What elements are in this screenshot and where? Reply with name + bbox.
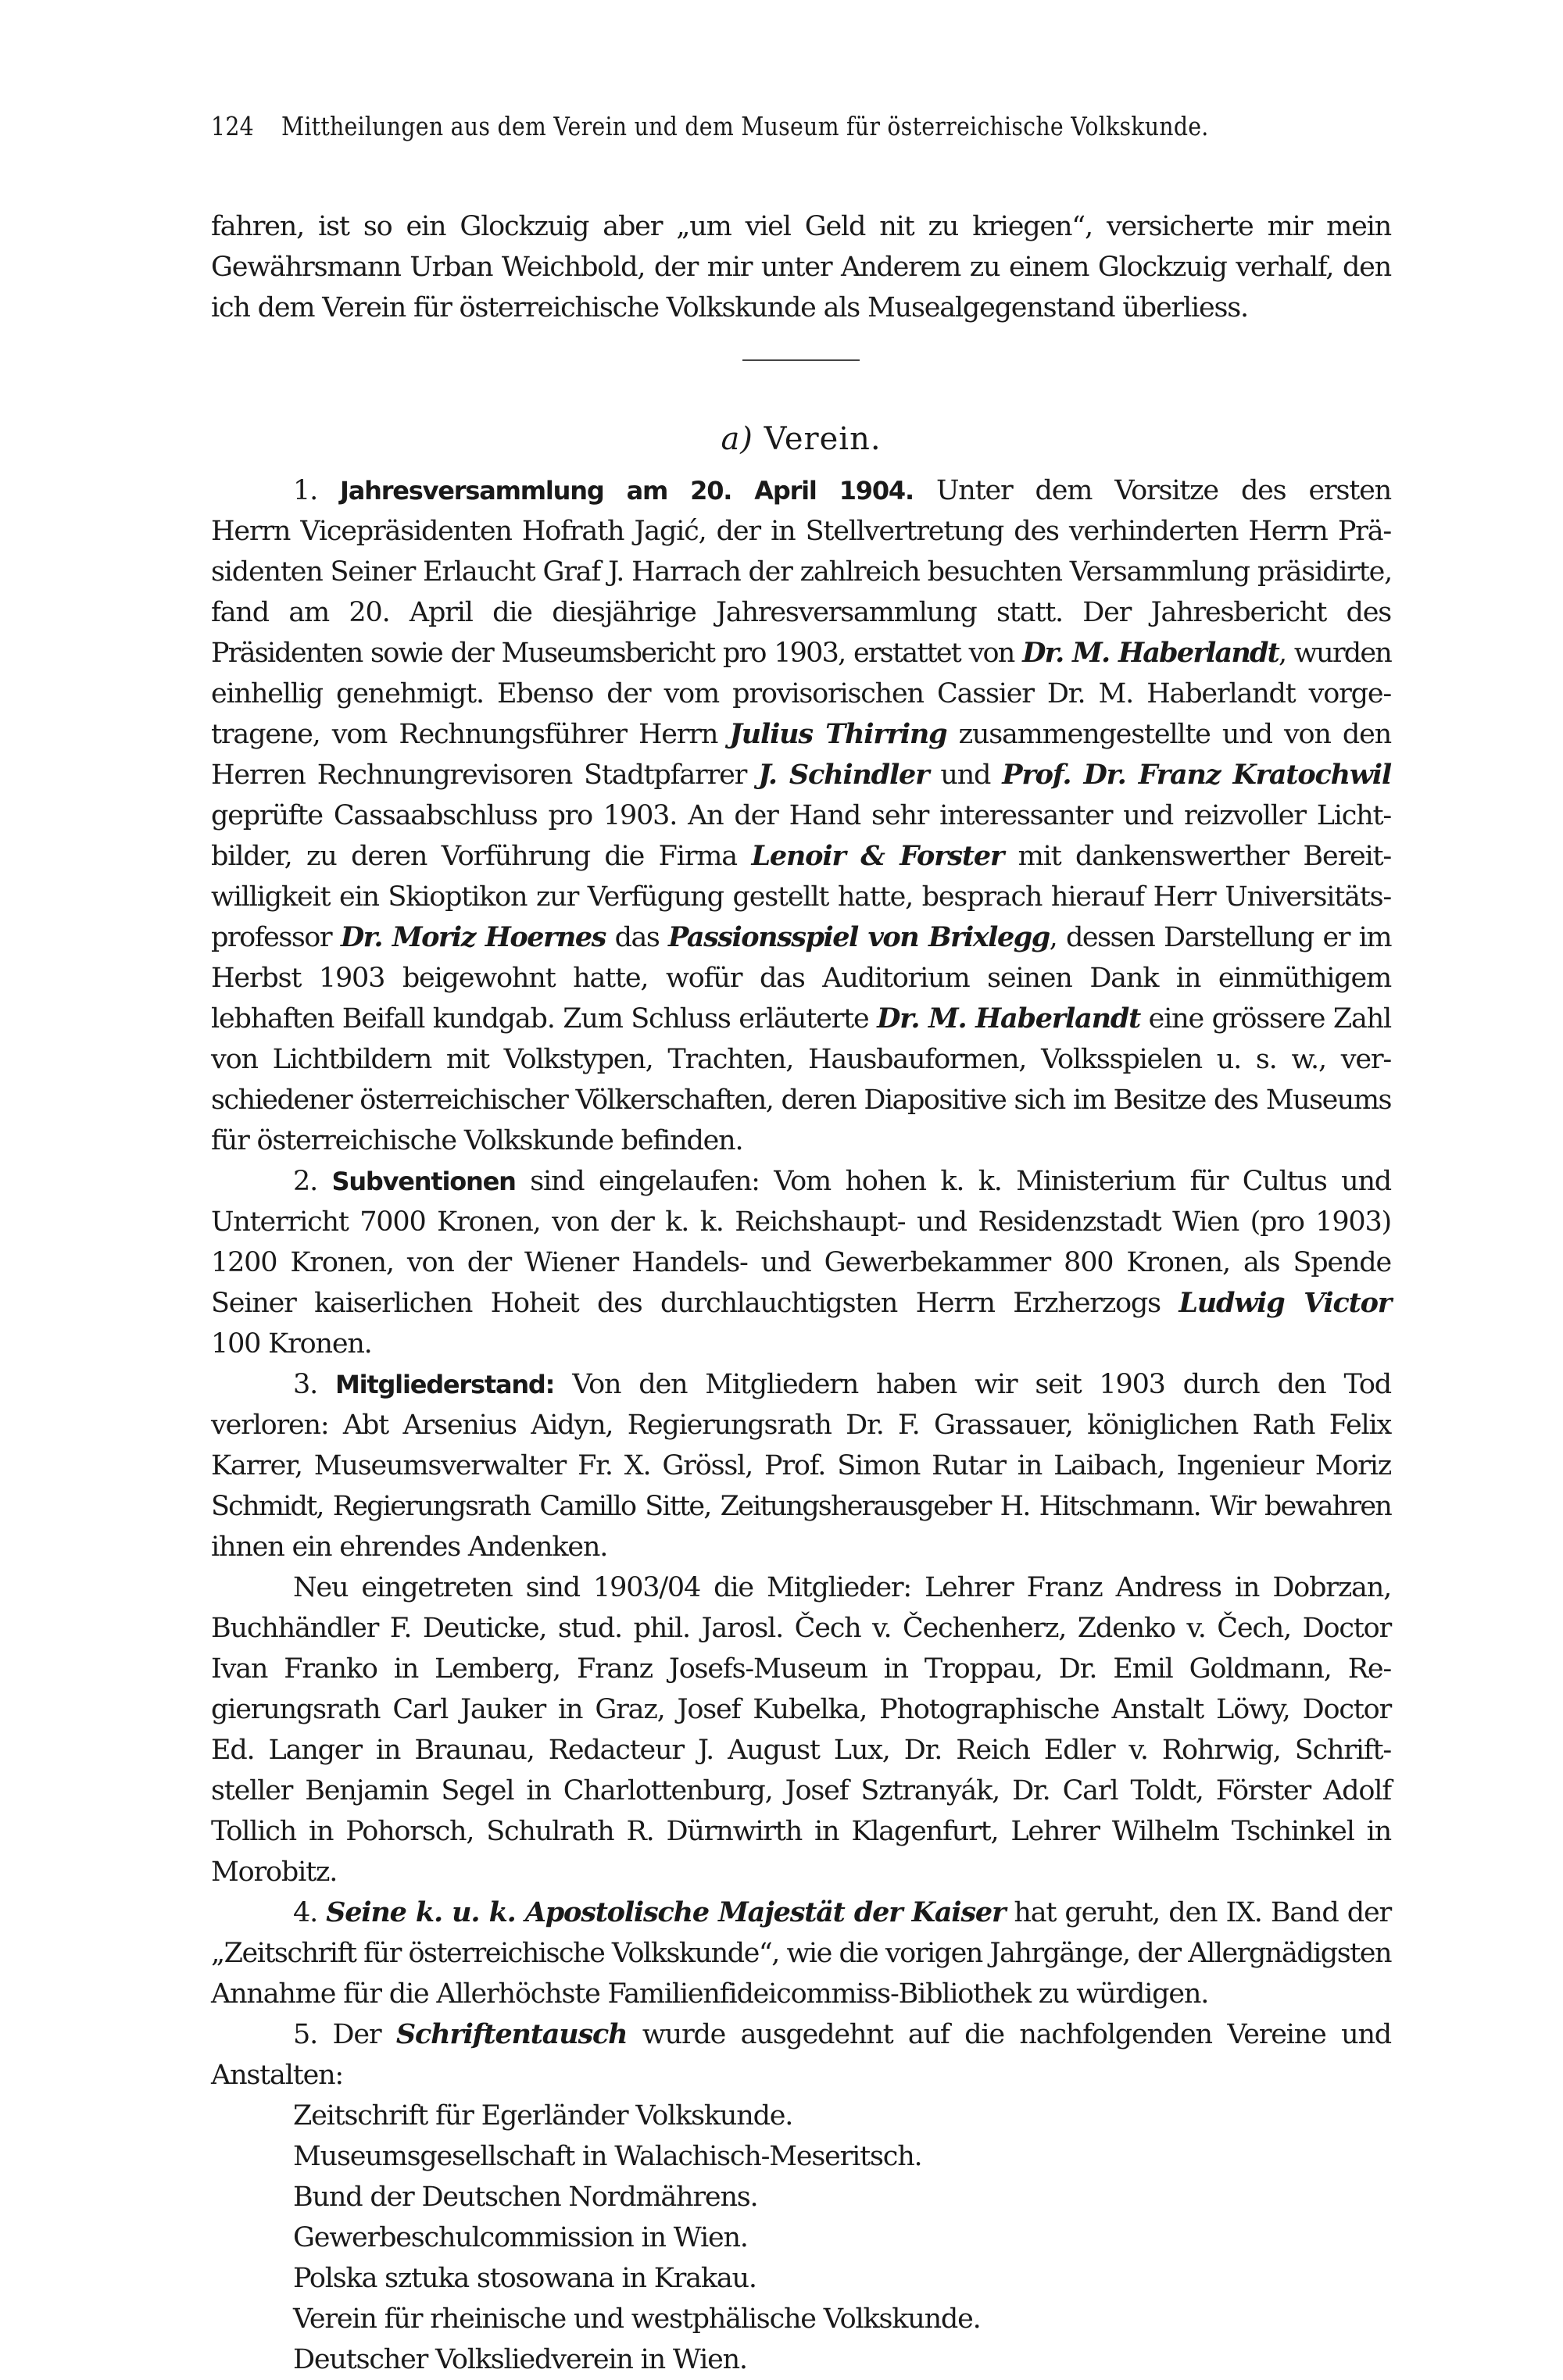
item-number: 4. — [293, 1897, 317, 1928]
text-line — [211, 755, 1391, 795]
text-span: das — [605, 922, 669, 953]
text-line: Gewährsmann Urban Weichbold, der mir unter Anderem zu einem Glockzuig verhalf, den — [211, 252, 1391, 283]
intro-paragraph — [211, 206, 1391, 328]
person-name: Dr. Moriz Hoernes — [340, 921, 606, 953]
text-span: Unter dem Vorsitze des ersten — [935, 475, 1391, 506]
text-span: hat geruht, den IX. Band der — [1005, 1897, 1391, 1928]
text-span: wurde ausgedehnt auf die nachfolgenden Vereine und — [627, 2019, 1391, 2050]
body-text — [211, 206, 1391, 2380]
text-line — [211, 2014, 1391, 2055]
text-line — [211, 714, 1391, 755]
list-item: Bund der Deutschen Nordmährens. — [293, 2182, 758, 2213]
text-span: , dessen Darstellung er im — [1049, 922, 1392, 953]
text-line: sidenten Seiner Erlaucht Graf J. Harrach der zahlreich besuchten Versammlung präsidirte, — [211, 556, 1393, 588]
text-line: gierungsrath Carl Jauker in Graz, Josef Kubelka, Photographische Anstalt Löwy, Doctor — [211, 1694, 1391, 1725]
text-line — [211, 1283, 1391, 1324]
item-heading: Seine k. u. k. Apostolische Majestät der Kaiser — [326, 1896, 1006, 1928]
text-line: Tollich in Pohorsch, Schulrath R. Dürnwirth in Klagenfurt, Lehrer Wilhelm Tschinkel in — [211, 1816, 1391, 1847]
new-members-paragraph — [211, 1567, 1391, 1892]
company-name: Lenoir & Forster — [751, 840, 1004, 872]
text-span: Präsidenten sowie der Museumsbericht pro 1903, erstattet von — [211, 638, 1023, 669]
item-heading: Subventionen — [331, 1167, 516, 1196]
text-line: Unterricht 7000 Kronen, von der k. k. Reichshaupt- und Residenzstadt Wien (pro 1903) — [211, 1206, 1391, 1238]
text-line: von Lichtbildern mit Volkstypen, Trachten, Hausbauformen, Volksspielen u. s. w., ver- — [211, 1044, 1391, 1075]
item-1-paragraph — [211, 470, 1391, 1161]
text-line: ich dem Verein für österreichische Volkskunde als Musealgegenstand überliess. — [211, 292, 1248, 323]
text-line: Ed. Langer in Braunau, Redacteur J. August Lux, Dr. Reich Edler v. Rohrwig, Schrift- — [211, 1735, 1391, 1766]
text-line — [211, 633, 1391, 674]
text-line — [211, 1364, 1391, 1405]
text-line: Karrer, Museumsverwalter Fr. X. Grössl, Prof. Simon Rutar in Laibach, Ingenieur Moriz — [211, 1450, 1391, 1481]
list-item: Gewerbeschulcommission in Wien. — [293, 2222, 748, 2253]
text-line — [211, 999, 1391, 1039]
person-name: Ludwig Victor — [1179, 1287, 1391, 1319]
text-line: Anstalten: — [211, 2060, 344, 2091]
text-line: steller Benjamin Segel in Charlottenburg, Josef Sztranyák, Dr. Carl Toldt, Förster Adolf — [211, 1775, 1391, 1806]
item-number: 3. — [293, 1369, 317, 1400]
text-line — [211, 917, 1391, 958]
text-line: 1200 Kronen, von der Wiener Handels- und Gewerbekammer 800 Kronen, als Spende — [211, 1247, 1391, 1278]
text-line: einhellig genehmigt. Ebenso der vom provisorischen Cassier Dr. M. Haberlandt vorge- — [211, 678, 1391, 709]
text-span: lebhaften Beifall kundgab. Zum Schluss erläuterte — [211, 1003, 878, 1035]
section-heading — [211, 416, 1391, 463]
text-span: bilder, zu deren Vorführung die Firma — [211, 841, 752, 872]
text-line: verloren: Abt Arsenius Aidyn, Regierungsrath Dr. F. Grassauer, königlichen Rath Felix — [211, 1410, 1391, 1441]
text-span: eine grössere Zahl — [1140, 1003, 1391, 1035]
text-line: Neu eingetreten sind 1903/04 die Mitglieder: Lehrer Franz Andress in Dobrzan, — [293, 1572, 1391, 1603]
text-span: tragene, vom Rechnungsführer Herrn — [211, 719, 730, 750]
text-span: professor — [211, 922, 341, 953]
text-line — [211, 470, 1391, 511]
text-line: „Zeitschrift für österreichische Volkskunde“, wie die vorigen Jahrgänge, der Allergnädigsten — [211, 1938, 1391, 1969]
list-item: Museumsgesellschaft in Walachisch-Meseritsch. — [293, 2141, 922, 2172]
text-line — [211, 1161, 1391, 1202]
item-heading: Mitgliederstand: — [334, 1370, 555, 1399]
text-span: mit dankenswerther Bereit- — [1003, 841, 1391, 872]
running-header — [211, 109, 1226, 144]
person-name: J. Schindler — [758, 759, 929, 791]
text-span: Von den Mitgliedern haben wir seit 1903 durch den Tod — [554, 1369, 1391, 1400]
text-line: 100 Kronen. — [211, 1328, 372, 1360]
exchange-list — [211, 2096, 1391, 2380]
list-item: Zeitschrift für Egerländer Volkskunde. — [293, 2100, 793, 2132]
text-line: Annahme für die Allerhöchste Familienfideicommiss-Bibliothek zu würdigen. — [211, 1978, 1209, 2010]
document-page — [211, 109, 1391, 2380]
running-title: Mittheilungen aus dem Verein und dem Museum für österreichische Volkskunde. — [281, 111, 1209, 141]
item-heading: Jahresversammlung am 20. April 1904. — [340, 476, 914, 506]
text-line: Herbst 1903 beigewohnt hatte, wofür das Auditorium seinen Dank in einmüthigem — [211, 963, 1391, 994]
text-line: fahren, ist so ein Glockzuig aber „um viel Geld nit zu kriegen“, versicherte mir mein — [211, 211, 1391, 242]
text-line: willigkeit ein Skioptikon zur Verfügung gestellt hatte, besprach hierauf Herr Universitäts- — [211, 881, 1391, 913]
text-line: Buchhändler F. Deuticke, stud. phil. Jarosl. Čech v. Čechenherz, Zdenko v. Čech, Doctor — [211, 1613, 1391, 1644]
text-line: Herrn Vicepräsidenten Hofrath Jagić, der in Stellvertretung des verhinderten Herrn Prä- — [211, 516, 1391, 547]
work-title: Passionsspiel von Brixlegg — [668, 921, 1050, 953]
text-line: Morobitz. — [211, 1856, 338, 1888]
person-name: Julius Thirring — [729, 718, 947, 750]
item-number: 2. — [293, 1166, 317, 1197]
text-line: Schmidt, Regierungsrath Camillo Sitte, Zeitungsherausgeber H. Hitschmann. Wir bewahren — [211, 1491, 1391, 1522]
text-span: sind eingelaufen: Vom hohen k. k. Ministerium für Cultus und — [515, 1166, 1391, 1197]
item-heading: Schriftentausch — [395, 2018, 628, 2050]
text-line: Ivan Franko in Lemberg, Franz Josefs-Museum in Troppau, Dr. Emil Goldmann, Re- — [211, 1653, 1391, 1685]
section-letter: a) — [721, 421, 753, 457]
item-number: 1. — [293, 475, 317, 506]
section-divider — [742, 359, 860, 361]
text-line: ihnen ein ehrendes Andenken. — [211, 1531, 608, 1563]
list-item: Deutscher Volksliedverein in Wien. — [293, 2344, 747, 2375]
text-span: und — [928, 759, 1003, 791]
text-line: fand am 20. April die diesjährige Jahresversammlung statt. Der Jahresbericht des — [211, 597, 1391, 628]
text-span: zusammengestellte und von den — [946, 719, 1391, 750]
text-span: Der — [317, 2019, 396, 2050]
item-2-paragraph — [211, 1161, 1391, 1364]
item-number: 5. — [293, 2019, 317, 2050]
text-line — [211, 1892, 1391, 1933]
item-5-paragraph — [211, 2014, 1391, 2096]
item-4-paragraph — [211, 1892, 1391, 2014]
text-span: Seiner kaiserlichen Hoheit des durchlauchtigsten Herrn Erzherzogs — [211, 1288, 1179, 1319]
text-line: schiedener österreichischer Völkerschaften, deren Diapositive sich im Besitze des Museums — [211, 1085, 1391, 1116]
person-name: Dr. M. Haberlandt — [1022, 637, 1279, 669]
page-number: 124 — [211, 111, 254, 141]
section-title: Verein. — [764, 421, 882, 457]
person-name: Prof. Dr. Franz Kratochwil — [1002, 759, 1391, 791]
text-line — [211, 836, 1391, 877]
text-line: geprüfte Cassaabschluss pro 1903. An der Hand sehr interessanter und reizvoller Licht- — [211, 800, 1391, 831]
person-name: Dr. M. Haberlandt — [877, 1002, 1141, 1035]
text-line: für österreichische Volkskunde befinden. — [211, 1125, 743, 1156]
list-item: Polska sztuka stosowana in Krakau. — [293, 2263, 756, 2294]
text-span: Herren Rechnungrevisoren Stadtpfarrer — [211, 759, 759, 791]
item-3-paragraph — [211, 1364, 1391, 1567]
list-item: Verein für rheinische und westphälische Volkskunde. — [293, 2303, 981, 2335]
text-span: , wurden — [1279, 638, 1392, 669]
